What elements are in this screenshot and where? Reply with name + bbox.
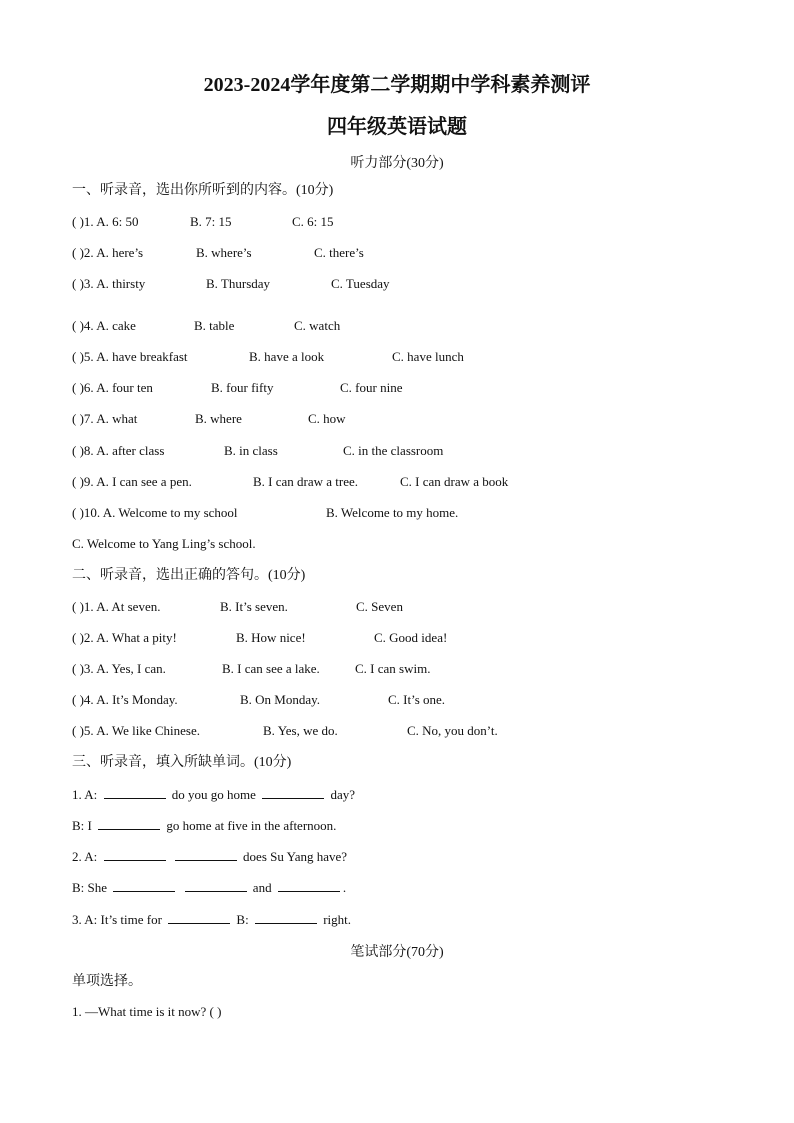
- answer-blank[interactable]: [104, 846, 166, 861]
- answer-blank[interactable]: [255, 909, 317, 924]
- part3-line-1a: 1. A: do you go home day?: [72, 784, 355, 804]
- answer-blank[interactable]: [113, 877, 175, 892]
- part1-question-10-option-c: C. Welcome to Yang Ling’s school.: [72, 536, 256, 551]
- answer-blank[interactable]: [185, 877, 247, 892]
- part3-heading: 三、听录音，填入所缺单词。(10分): [72, 755, 292, 770]
- part2-heading: 二、听录音，选出正确的答句。(10分): [72, 568, 306, 583]
- part3-line-2b: B: She and .: [72, 877, 346, 897]
- exam-page: 2023-2024学年度第二学期期中学科素养测评 四年级英语试题 听力部分(30分) 一、听录音，选出你所听到的内容。(10分) ( )1. A. 6: 50 B. 7: 15 C. 6: 15 ( )2. A. here’s B. where’s C. there’s ( )3. A. thirsty B. Thursday C. Tuesday ( )4. A. cake B. table C. watch ( )5. A. have breakfast B. have a look C. have lunch ( )6. A. four ten B. four fifty C. four nine ( )7. A. what B. where C. how ( )8. A. after class B. in class C. in the classroom ( )9. A. I can see a pen. B. I can draw a tree. C. I can draw a book ( )10. A. Welcome to my school B. Welcome to my home. C. Welcome to Yang Ling’s school. 二、听录音，选出正确的答句。(10分) ( )1. A. At seven. B. It’s seven. C. Seven ( )2. A. What a pity! B. How nice! C. Good idea! ( )3. A. Yes, I can. B. I can see a lake. C. I can swim. ( )4. A. It’s Monday. B. On Monday. C. It’s one. ( )5. A. We like Chinese. B. Yes, we do. C. No, you don’t. 三、听录音，填入所缺单词。(10分) 1. A: do you go home day? B: I go home at five in the afternoon. 2. A: does Su Yang have? B: She and . 3. A: It’s time for B: right. 笔试部分(70分) 单项选择。 1. —What time is it now? ( ): [0, 0, 794, 1123]
- exam-subtitle: 四年级英语试题: [327, 116, 467, 138]
- exam-title: 2023-2024学年度第二学期期中学科素养测评: [203, 74, 591, 96]
- answer-blank[interactable]: [175, 846, 237, 861]
- part3-line-3: 3. A: It’s time for B: right.: [72, 909, 351, 929]
- answer-blank[interactable]: [278, 877, 340, 892]
- part3-line-2a: 2. A: does Su Yang have?: [72, 846, 347, 866]
- part1-heading: 一、听录音，选出你所听到的内容。(10分): [72, 183, 334, 198]
- written-question-1: 1. —What time is it now? ( ): [72, 1004, 222, 1019]
- written-section-label: 笔试部分(70分): [350, 945, 444, 960]
- multiple-choice-heading: 单项选择。: [72, 974, 142, 989]
- part3-line-1b: B: I go home at five in the afternoon.: [72, 815, 336, 835]
- listening-section-label: 听力部分(30分): [350, 156, 444, 171]
- answer-blank[interactable]: [168, 909, 230, 924]
- answer-blank[interactable]: [262, 784, 324, 799]
- answer-blank[interactable]: [104, 784, 166, 799]
- answer-blank[interactable]: [98, 815, 160, 830]
